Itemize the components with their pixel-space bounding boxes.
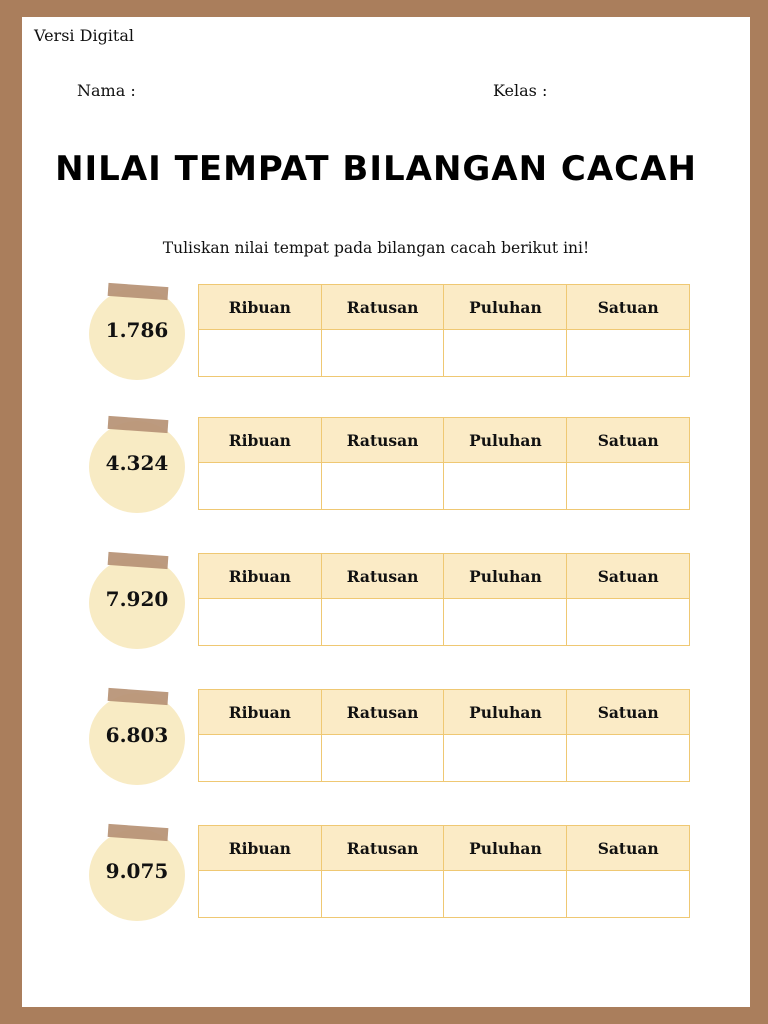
name-label: Nama : <box>77 81 136 100</box>
column-header-satuan: Satuan <box>567 285 690 330</box>
column-header-ratusan: Ratusan <box>321 418 444 463</box>
column-header-ratusan: Ratusan <box>321 690 444 735</box>
answer-cell-ribuan[interactable] <box>199 599 322 646</box>
place-value-table <box>198 284 690 377</box>
number-value: 4.324 <box>105 451 169 475</box>
answer-cell-ribuan[interactable] <box>199 330 322 377</box>
column-header-satuan: Satuan <box>567 554 690 599</box>
place-value-table <box>198 825 690 918</box>
answer-cell-satuan[interactable] <box>567 735 690 782</box>
answer-cell-puluhan[interactable] <box>444 599 567 646</box>
answer-cell-ratusan[interactable] <box>321 871 444 918</box>
column-header-puluhan: Puluhan <box>444 418 567 463</box>
answer-cell-puluhan[interactable] <box>444 735 567 782</box>
number-value: 9.075 <box>105 859 169 883</box>
column-header-puluhan: Puluhan <box>444 285 567 330</box>
place-value-table <box>198 689 690 782</box>
place-value-table <box>198 417 690 510</box>
worksheet-page <box>22 17 750 1007</box>
column-header-ratusan: Ratusan <box>321 554 444 599</box>
column-header-ratusan: Ratusan <box>321 285 444 330</box>
column-header-ribuan: Ribuan <box>199 554 322 599</box>
answer-cell-satuan[interactable] <box>567 463 690 510</box>
column-header-satuan: Satuan <box>567 826 690 871</box>
answer-cell-ratusan[interactable] <box>321 463 444 510</box>
place-value-table <box>198 553 690 646</box>
column-header-puluhan: Puluhan <box>444 690 567 735</box>
exercise-row <box>22 825 750 925</box>
exercise-row <box>22 417 750 517</box>
answer-cell-ratusan[interactable] <box>321 330 444 377</box>
column-header-satuan: Satuan <box>567 690 690 735</box>
column-header-ratusan: Ratusan <box>321 826 444 871</box>
answer-cell-ribuan[interactable] <box>199 463 322 510</box>
exercise-row <box>22 689 750 789</box>
answer-cell-puluhan[interactable] <box>444 463 567 510</box>
instruction-text: Tuliskan nilai tempat pada bilangan cacah berikut ini! <box>162 239 590 257</box>
exercise-row <box>22 553 750 653</box>
answer-cell-satuan[interactable] <box>567 599 690 646</box>
column-header-satuan: Satuan <box>567 418 690 463</box>
answer-cell-ratusan[interactable] <box>321 599 444 646</box>
column-header-puluhan: Puluhan <box>444 826 567 871</box>
class-label: Kelas : <box>493 81 548 100</box>
number-value: 7.920 <box>105 587 169 611</box>
answer-cell-ratusan[interactable] <box>321 735 444 782</box>
answer-cell-puluhan[interactable] <box>444 330 567 377</box>
page-title: NILAI TEMPAT BILANGAN CACAH <box>55 149 697 189</box>
answer-cell-puluhan[interactable] <box>444 871 567 918</box>
answer-cell-ribuan[interactable] <box>199 735 322 782</box>
column-header-ribuan: Ribuan <box>199 690 322 735</box>
column-header-ribuan: Ribuan <box>199 418 322 463</box>
answer-cell-satuan[interactable] <box>567 871 690 918</box>
column-header-ribuan: Ribuan <box>199 826 322 871</box>
column-header-ribuan: Ribuan <box>199 285 322 330</box>
answer-cell-satuan[interactable] <box>567 330 690 377</box>
number-value: 6.803 <box>105 723 169 747</box>
answer-cell-ribuan[interactable] <box>199 871 322 918</box>
exercise-row <box>22 284 750 384</box>
column-header-puluhan: Puluhan <box>444 554 567 599</box>
version-label: Versi Digital <box>34 26 135 45</box>
number-value: 1.786 <box>105 318 169 342</box>
